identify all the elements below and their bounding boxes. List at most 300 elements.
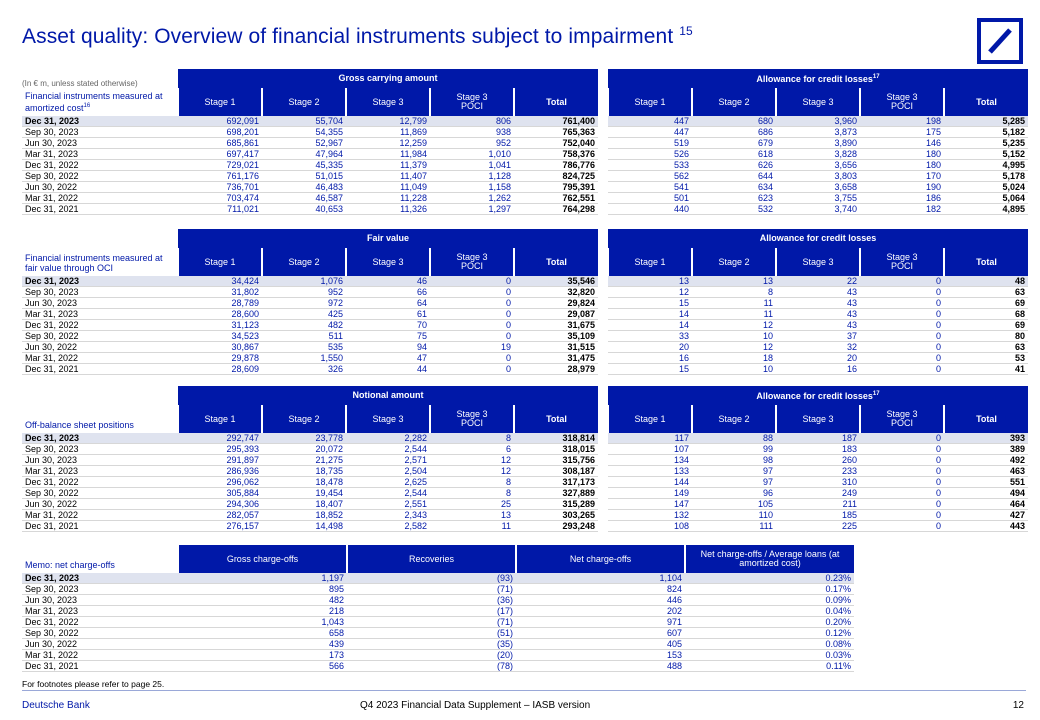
- left-value-cell: 18,852: [262, 510, 346, 521]
- column-gap: [598, 149, 608, 160]
- right-value-cell: 149: [608, 488, 692, 499]
- right-value-cell: 463: [944, 466, 1028, 477]
- memo-value-cell: 0.12%: [685, 628, 854, 639]
- right-value-cell: 97: [692, 466, 776, 477]
- left-stage-header: [514, 405, 598, 433]
- right-stage-header: [608, 88, 692, 116]
- left-value-cell: 11,379: [346, 160, 430, 171]
- stage-header-text: POCI: [460, 261, 483, 271]
- left-value-cell: 535: [262, 342, 346, 353]
- left-value-cell: 685,861: [178, 138, 262, 149]
- left-value-cell: 2,582: [346, 521, 430, 532]
- left-value-cell: 35,546: [514, 276, 598, 287]
- table-row: [22, 149, 1028, 160]
- right-stage-header: [944, 88, 1028, 116]
- left-value-cell: 18,407: [262, 499, 346, 510]
- right-value-cell: 32: [776, 342, 860, 353]
- left-stage-header: [514, 248, 598, 276]
- row-date-label: Mar 31, 2023: [22, 149, 178, 160]
- table-row: [22, 127, 1028, 138]
- right-stage-header: [776, 405, 860, 433]
- row-date-label: Mar 31, 2022: [22, 353, 178, 364]
- right-value-cell: 97: [692, 477, 776, 488]
- left-value-cell: 19: [430, 342, 514, 353]
- column-gap: [598, 171, 608, 182]
- right-value-cell: 440: [608, 204, 692, 215]
- memo-value-cell: 0.23%: [685, 573, 854, 584]
- table-row: [22, 455, 1028, 466]
- left-value-cell: 46,483: [262, 182, 346, 193]
- impairment-table-3: [22, 386, 1028, 532]
- right-value-cell: 3,658: [776, 182, 860, 193]
- section-label-footnote: 16: [83, 103, 91, 109]
- right-value-cell: 686: [692, 127, 776, 138]
- left-value-cell: 2,625: [346, 477, 430, 488]
- left-value-cell: 291,897: [178, 455, 262, 466]
- table-row: [22, 606, 854, 617]
- stage-header-text: Stage 2: [288, 256, 320, 267]
- left-value-cell: 318,015: [514, 444, 598, 455]
- left-value-cell: 21,275: [262, 455, 346, 466]
- table-row: [22, 628, 854, 639]
- table-row: [22, 342, 1028, 353]
- right-value-cell: 111: [692, 521, 776, 532]
- left-value-cell: 286,936: [178, 466, 262, 477]
- left-value-cell: 40,653: [262, 204, 346, 215]
- left-stage-header: [346, 88, 430, 116]
- table-row: [22, 298, 1028, 309]
- row-date-label: Jun 30, 2022: [22, 499, 178, 510]
- memo-value-cell: (17): [347, 606, 516, 617]
- right-value-cell: 98: [692, 455, 776, 466]
- memo-value-cell: 0.11%: [685, 661, 854, 672]
- stage-header-text: Stage 1: [634, 413, 666, 424]
- left-value-cell: 952: [430, 138, 514, 149]
- left-value-cell: 8: [430, 488, 514, 499]
- column-gap: [598, 320, 608, 331]
- right-value-cell: 3,803: [776, 171, 860, 182]
- memo-value-cell: 658: [178, 628, 347, 639]
- right-value-cell: 0: [860, 444, 944, 455]
- stage-header-text: Stage 1: [634, 256, 666, 267]
- right-value-cell: 464: [944, 499, 1028, 510]
- right-value-cell: 532: [692, 204, 776, 215]
- left-value-cell: 765,363: [514, 127, 598, 138]
- deutsche-bank-logo-icon: [977, 18, 1023, 64]
- left-stage-header: [178, 405, 262, 433]
- left-value-cell: 2,571: [346, 455, 430, 466]
- left-value-cell: 8: [430, 433, 514, 444]
- right-value-cell: 108: [608, 521, 692, 532]
- row-date-label: Dec 31, 2021: [22, 364, 178, 375]
- table-row: [22, 171, 1028, 182]
- right-value-cell: 5,178: [944, 171, 1028, 182]
- right-value-cell: 4,895: [944, 204, 1028, 215]
- right-value-cell: 134: [608, 455, 692, 466]
- right-value-cell: 15: [608, 298, 692, 309]
- left-value-cell: 1,041: [430, 160, 514, 171]
- column-gap: [598, 160, 608, 171]
- left-value-cell: 282,057: [178, 510, 262, 521]
- right-stage-header: [860, 248, 944, 276]
- left-value-cell: 2,504: [346, 466, 430, 477]
- right-value-cell: 80: [944, 331, 1028, 342]
- right-value-cell: 526: [608, 149, 692, 160]
- right-value-cell: 12: [692, 320, 776, 331]
- right-value-cell: 10: [692, 364, 776, 375]
- table-row: [22, 573, 854, 584]
- column-gap: [598, 353, 608, 364]
- row-date-label: Jun 30, 2023: [22, 595, 178, 606]
- right-value-cell: 3,960: [776, 116, 860, 127]
- right-value-cell: 63: [944, 342, 1028, 353]
- stage-header-text: Stage 2: [718, 413, 750, 424]
- column-gap: [598, 433, 608, 444]
- right-value-cell: 170: [860, 171, 944, 182]
- memo-value-cell: 0.08%: [685, 639, 854, 650]
- stage-header-text: Stage 2: [718, 256, 750, 267]
- left-value-cell: 2,282: [346, 433, 430, 444]
- right-value-cell: 0: [860, 521, 944, 532]
- right-value-cell: 33: [608, 331, 692, 342]
- left-value-cell: 315,756: [514, 455, 598, 466]
- left-value-cell: 28,979: [514, 364, 598, 375]
- column-gap: [598, 499, 608, 510]
- right-value-cell: 0: [860, 433, 944, 444]
- memo-value-cell: 0.20%: [685, 617, 854, 628]
- right-value-cell: 5,235: [944, 138, 1028, 149]
- right-value-cell: 20: [608, 342, 692, 353]
- left-value-cell: 32,820: [514, 287, 598, 298]
- stage-header-text: Stage 1: [204, 96, 236, 107]
- left-value-cell: 31,123: [178, 320, 262, 331]
- left-stage-header: [262, 88, 346, 116]
- column-gap: [598, 248, 608, 276]
- left-value-cell: 14,498: [262, 521, 346, 532]
- left-value-cell: 0: [430, 287, 514, 298]
- row-date-label: Sep 30, 2023: [22, 584, 178, 595]
- stage-header-text: Stage 3: [802, 413, 834, 424]
- stage-header-text: Stage 3: [456, 252, 488, 262]
- left-value-cell: 30,867: [178, 342, 262, 353]
- left-value-cell: 729,021: [178, 160, 262, 171]
- left-value-cell: 0: [430, 353, 514, 364]
- table-row: [22, 444, 1028, 455]
- section-label: [22, 69, 178, 116]
- left-value-cell: 318,814: [514, 433, 598, 444]
- row-date-label: Jun 30, 2022: [22, 639, 178, 650]
- left-value-cell: 972: [262, 298, 346, 309]
- left-value-cell: 293,248: [514, 521, 598, 532]
- row-date-label: Jun 30, 2023: [22, 298, 178, 309]
- memo-column-header: Gross charge-offs: [178, 545, 347, 573]
- unit-note: (In € m, unless stated otherwise): [22, 79, 138, 88]
- right-value-cell: 0: [860, 287, 944, 298]
- left-value-cell: 1,262: [430, 193, 514, 204]
- stage-header-text: Total: [976, 256, 997, 267]
- table-row: [22, 661, 854, 672]
- right-value-cell: 447: [608, 127, 692, 138]
- left-value-cell: 45,335: [262, 160, 346, 171]
- left-value-cell: 66: [346, 287, 430, 298]
- column-gap: [598, 138, 608, 149]
- left-value-cell: 938: [430, 127, 514, 138]
- column-gap: [598, 405, 608, 433]
- right-value-cell: 146: [860, 138, 944, 149]
- left-value-cell: 703,474: [178, 193, 262, 204]
- right-value-cell: 3,828: [776, 149, 860, 160]
- memo-net-charge-offs-table: [22, 545, 854, 672]
- left-value-cell: 94: [346, 342, 430, 353]
- right-value-cell: 0: [860, 276, 944, 287]
- left-value-cell: 11,049: [346, 182, 430, 193]
- left-value-cell: 28,609: [178, 364, 262, 375]
- left-value-cell: 1,297: [430, 204, 514, 215]
- left-stage-header: [178, 88, 262, 116]
- left-value-cell: 13: [430, 510, 514, 521]
- right-value-cell: 3,740: [776, 204, 860, 215]
- memo-value-cell: 0.03%: [685, 650, 854, 661]
- left-value-cell: 19,454: [262, 488, 346, 499]
- footer-document-title: Q4 2023 Financial Data Supplement – IASB version: [360, 700, 591, 711]
- left-value-cell: 697,417: [178, 149, 262, 160]
- memo-value-cell: (51): [347, 628, 516, 639]
- stage-header-text: Total: [976, 413, 997, 424]
- right-value-cell: 43: [776, 298, 860, 309]
- stage-header-text: POCI: [890, 418, 913, 428]
- left-value-cell: 0: [430, 276, 514, 287]
- table-row: [22, 309, 1028, 320]
- row-date-label: Dec 31, 2023: [22, 116, 178, 127]
- left-value-cell: 711,021: [178, 204, 262, 215]
- stage-header-text: Stage 3: [372, 413, 404, 424]
- right-value-cell: 190: [860, 182, 944, 193]
- right-value-cell: 427: [944, 510, 1028, 521]
- left-value-cell: 52,967: [262, 138, 346, 149]
- table-row: [22, 650, 854, 661]
- right-value-cell: 147: [608, 499, 692, 510]
- right-value-cell: 0: [860, 320, 944, 331]
- stage-header-text: Stage 3: [886, 92, 918, 102]
- right-value-cell: 626: [692, 160, 776, 171]
- left-value-cell: 28,789: [178, 298, 262, 309]
- right-value-cell: 249: [776, 488, 860, 499]
- right-stage-header: [692, 405, 776, 433]
- memo-value-cell: 971: [516, 617, 685, 628]
- right-value-cell: 0: [860, 364, 944, 375]
- left-stage-header: [346, 405, 430, 433]
- memo-value-cell: 173: [178, 650, 347, 661]
- row-date-label: Dec 31, 2021: [22, 204, 178, 215]
- right-value-cell: 5,285: [944, 116, 1028, 127]
- left-value-cell: 295,393: [178, 444, 262, 455]
- row-date-label: Dec 31, 2022: [22, 617, 178, 628]
- row-date-label: Dec 31, 2021: [22, 521, 178, 532]
- memo-column-header: Recoveries: [347, 545, 516, 573]
- right-value-cell: 180: [860, 160, 944, 171]
- right-group-header: [608, 386, 1028, 405]
- impairment-table-2: [22, 229, 1028, 375]
- right-value-cell: 69: [944, 320, 1028, 331]
- row-date-label: Jun 30, 2023: [22, 138, 178, 149]
- right-value-cell: 233: [776, 466, 860, 477]
- left-value-cell: 736,701: [178, 182, 262, 193]
- right-group-footnote: 17: [872, 391, 880, 397]
- left-value-cell: 762,551: [514, 193, 598, 204]
- right-value-cell: 5,064: [944, 193, 1028, 204]
- right-value-cell: 551: [944, 477, 1028, 488]
- right-value-cell: 393: [944, 433, 1028, 444]
- memo-value-cell: 218: [178, 606, 347, 617]
- right-value-cell: 519: [608, 138, 692, 149]
- stage-header-text: Stage 2: [718, 96, 750, 107]
- table-row: [22, 193, 1028, 204]
- right-value-cell: 15: [608, 364, 692, 375]
- right-value-cell: 48: [944, 276, 1028, 287]
- left-value-cell: 25: [430, 499, 514, 510]
- right-value-cell: 22: [776, 276, 860, 287]
- row-date-label: Dec 31, 2022: [22, 477, 178, 488]
- stage-header-text: Total: [546, 413, 567, 424]
- left-value-cell: 0: [430, 364, 514, 375]
- right-value-cell: 186: [860, 193, 944, 204]
- left-value-cell: 34,523: [178, 331, 262, 342]
- right-value-cell: 3,890: [776, 138, 860, 149]
- left-value-cell: 12: [430, 466, 514, 477]
- page-title: Asset quality: Overview of financial instruments subject to impairment $^{15}$: [22, 24, 693, 48]
- left-value-cell: 55,704: [262, 116, 346, 127]
- stage-header-text: POCI: [890, 261, 913, 271]
- left-group-header: [178, 69, 598, 88]
- right-value-cell: 183: [776, 444, 860, 455]
- left-stage-header: [262, 248, 346, 276]
- stage-header-text: Stage 3: [456, 409, 488, 419]
- left-value-cell: 29,087: [514, 309, 598, 320]
- left-value-cell: 315,289: [514, 499, 598, 510]
- right-value-cell: 13: [692, 276, 776, 287]
- right-value-cell: 20: [776, 353, 860, 364]
- left-value-cell: 0: [430, 309, 514, 320]
- left-value-cell: 692,091: [178, 116, 262, 127]
- row-date-label: Sep 30, 2023: [22, 287, 178, 298]
- left-group-title: Notional amount: [352, 390, 424, 400]
- row-date-label: Mar 31, 2022: [22, 193, 178, 204]
- left-value-cell: 70: [346, 320, 430, 331]
- right-value-cell: 0: [860, 342, 944, 353]
- stage-header-text: Stage 1: [204, 256, 236, 267]
- left-value-cell: 317,173: [514, 477, 598, 488]
- column-gap: [598, 455, 608, 466]
- table-row: [22, 639, 854, 650]
- right-value-cell: 260: [776, 455, 860, 466]
- table-row: [22, 521, 1028, 532]
- left-value-cell: 698,201: [178, 127, 262, 138]
- left-value-cell: 64: [346, 298, 430, 309]
- table-row: [22, 477, 1028, 488]
- right-value-cell: 182: [860, 204, 944, 215]
- right-value-cell: 144: [608, 477, 692, 488]
- right-value-cell: 501: [608, 193, 692, 204]
- left-value-cell: 952: [262, 287, 346, 298]
- right-value-cell: 8: [692, 287, 776, 298]
- right-stage-header: [692, 248, 776, 276]
- column-gap: [598, 466, 608, 477]
- memo-column-header: Net charge-offs / Average loans (at amortized cost): [685, 545, 854, 573]
- left-value-cell: 305,884: [178, 488, 262, 499]
- left-value-cell: 511: [262, 331, 346, 342]
- stage-header-text: POCI: [460, 418, 483, 428]
- right-value-cell: 533: [608, 160, 692, 171]
- left-value-cell: 44: [346, 364, 430, 375]
- left-value-cell: 47: [346, 353, 430, 364]
- stage-header-text: Stage 3: [372, 96, 404, 107]
- right-stage-header: [776, 248, 860, 276]
- right-value-cell: 11: [692, 298, 776, 309]
- table-row: [22, 466, 1028, 477]
- right-value-cell: 0: [860, 510, 944, 521]
- right-value-cell: 69: [944, 298, 1028, 309]
- memo-value-cell: 607: [516, 628, 685, 639]
- row-date-label: Dec 31, 2022: [22, 320, 178, 331]
- section-label-text: Financial instruments measured at fair value through OCI: [25, 253, 163, 273]
- row-date-label: Sep 30, 2023: [22, 444, 178, 455]
- right-value-cell: 13: [608, 276, 692, 287]
- left-value-cell: 34,424: [178, 276, 262, 287]
- left-stage-header: [430, 248, 514, 276]
- stage-header-text: Stage 3: [802, 96, 834, 107]
- left-value-cell: 0: [430, 331, 514, 342]
- row-date-label: Dec 31, 2023: [22, 433, 178, 444]
- left-value-cell: 12: [430, 455, 514, 466]
- section-label: [22, 229, 178, 276]
- table-row: [22, 499, 1028, 510]
- left-value-cell: 1,076: [262, 276, 346, 287]
- memo-value-cell: 488: [516, 661, 685, 672]
- left-value-cell: 327,889: [514, 488, 598, 499]
- right-value-cell: 198: [860, 116, 944, 127]
- right-value-cell: 679: [692, 138, 776, 149]
- right-value-cell: 16: [776, 364, 860, 375]
- column-gap: [598, 386, 608, 405]
- left-value-cell: 31,802: [178, 287, 262, 298]
- left-value-cell: 1,010: [430, 149, 514, 160]
- right-value-cell: 634: [692, 182, 776, 193]
- table-row: [22, 510, 1028, 521]
- right-group-footnote: 17: [872, 74, 880, 80]
- memo-value-cell: 1,197: [178, 573, 347, 584]
- section-label: [22, 386, 178, 433]
- left-stage-header: [430, 405, 514, 433]
- right-value-cell: 12: [608, 287, 692, 298]
- left-value-cell: 761,400: [514, 116, 598, 127]
- memo-value-cell: 1,104: [516, 573, 685, 584]
- row-date-label: Sep 30, 2022: [22, 488, 178, 499]
- left-group-title: Gross carrying amount: [338, 73, 438, 83]
- left-group-header: [178, 386, 598, 405]
- left-value-cell: 8: [430, 477, 514, 488]
- left-value-cell: 786,776: [514, 160, 598, 171]
- memo-label: Memo: net charge-offs: [25, 560, 115, 570]
- stage-header-text: Total: [976, 96, 997, 107]
- left-value-cell: 11,869: [346, 127, 430, 138]
- stage-header-text: Stage 3: [372, 256, 404, 267]
- left-value-cell: 824,725: [514, 171, 598, 182]
- table-row: [22, 276, 1028, 287]
- right-stage-header: [860, 405, 944, 433]
- left-group-title: Fair value: [366, 233, 410, 243]
- right-value-cell: 10: [692, 331, 776, 342]
- memo-value-cell: 153: [516, 650, 685, 661]
